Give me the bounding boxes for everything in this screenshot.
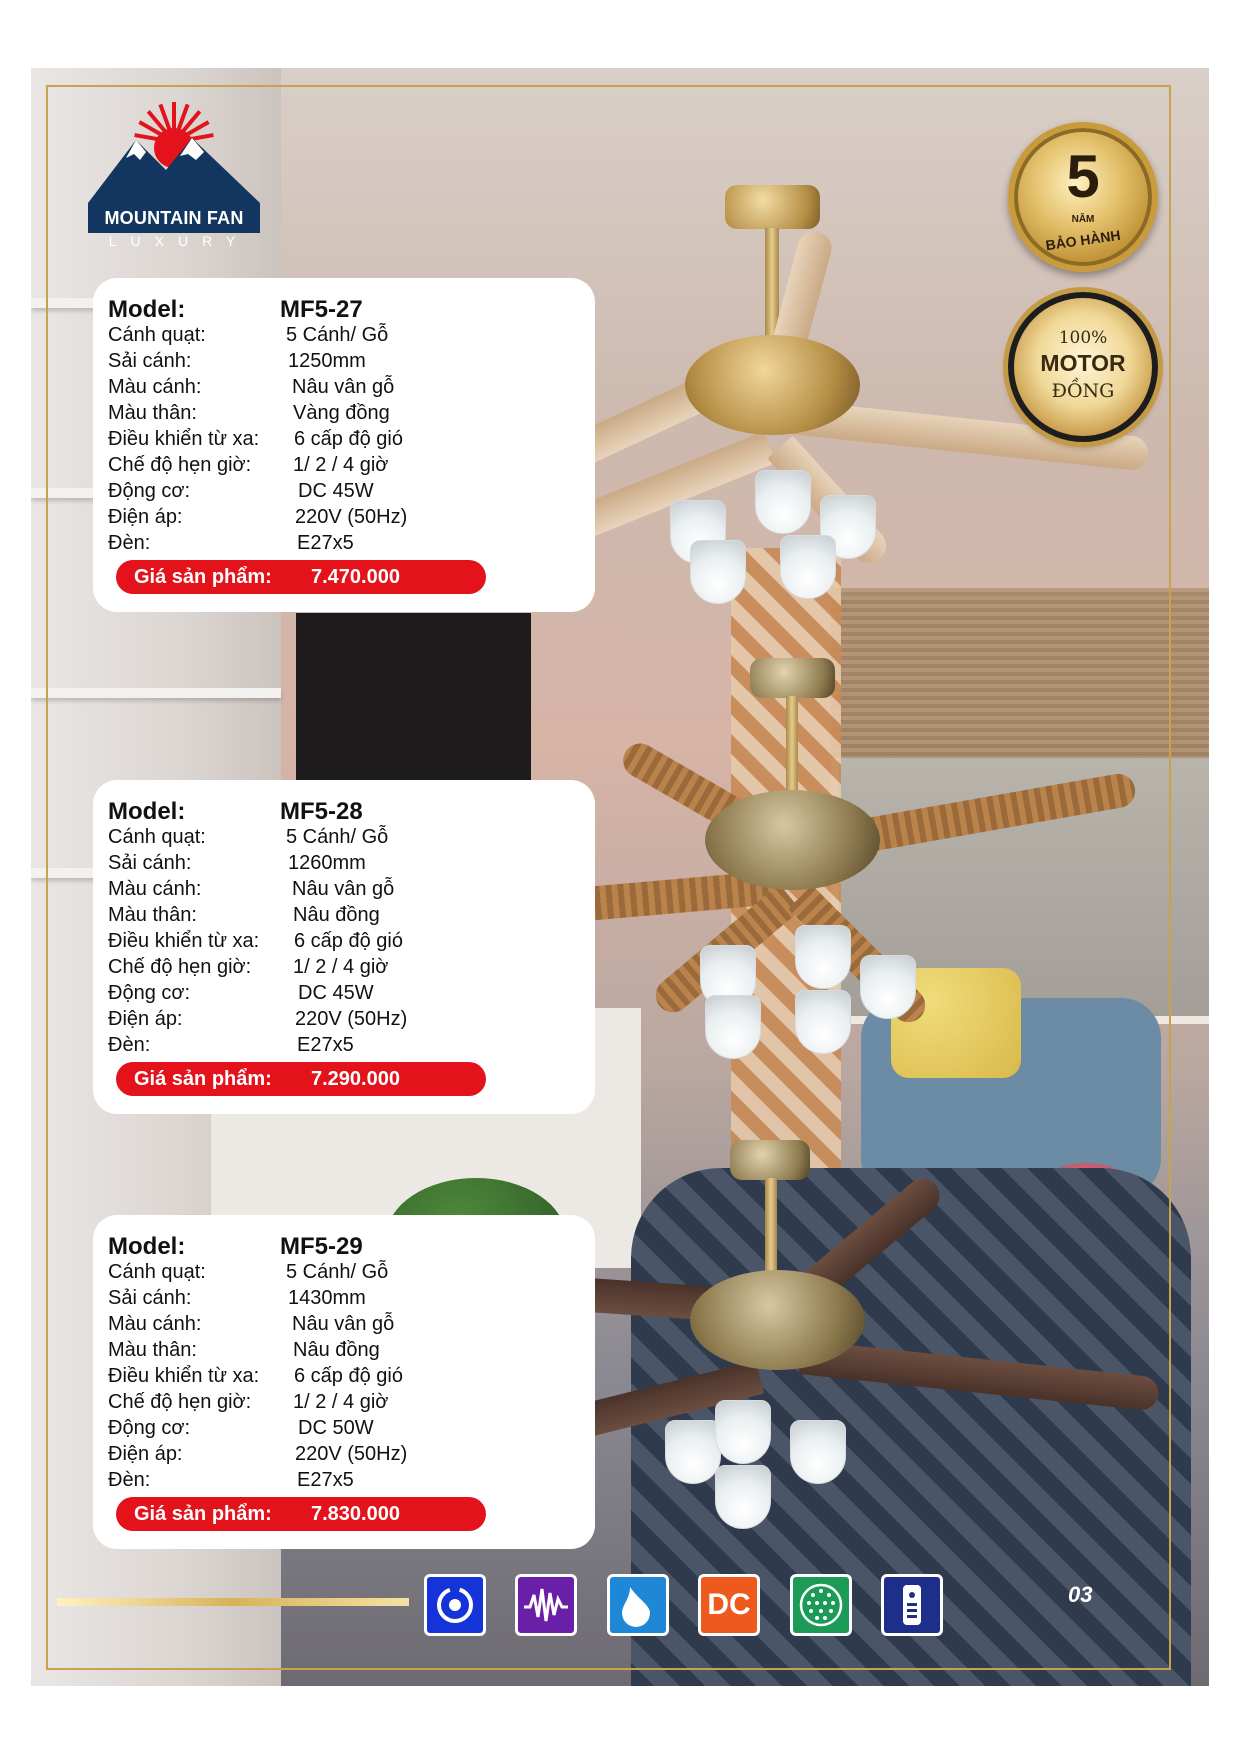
spec-value: Nâu đồng [293, 1339, 380, 1361]
water-drop-icon-graphic [610, 1577, 666, 1633]
model-value: MF5-28 [280, 798, 363, 825]
price-value: 7.830.000 [311, 1503, 400, 1525]
led-light-icon [790, 1574, 852, 1636]
remote-control-icon [881, 1574, 943, 1636]
spec-label: Màu thân: [108, 904, 197, 926]
wave-icon-graphic [518, 1577, 574, 1633]
product-card-mf5-27 [93, 278, 595, 612]
fan-canopy [725, 185, 820, 229]
fan-canopy [750, 658, 835, 698]
spec-label: Sải cánh: [108, 852, 192, 874]
brand-name: MOUNTAIN FAN [88, 203, 260, 233]
motor-subtitle: ĐỒNG [1051, 380, 1115, 402]
shelf [31, 688, 281, 698]
page-number: 03 [1068, 1582, 1093, 1607]
lamp-shade [795, 990, 851, 1054]
lamp-shade [795, 925, 851, 989]
product-card-mf5-29 [93, 1215, 595, 1549]
spec-label: Điều khiển từ xa: [108, 428, 260, 450]
lamp-shade [665, 1420, 721, 1484]
spec-value: DC 45W [298, 982, 374, 1004]
spec-value: E27x5 [297, 532, 354, 554]
spec-label: Màu cánh: [108, 376, 202, 398]
spec-value: 6 cấp độ gió [294, 930, 403, 952]
water-drop-icon [607, 1574, 669, 1636]
warranty-label: BẢO HÀNH [1044, 226, 1122, 254]
lamp-shade [755, 470, 811, 534]
spec-value: E27x5 [297, 1469, 354, 1491]
price-label: Giá sản phẩm: [134, 1068, 272, 1090]
spec-label: Điều khiển từ xa: [108, 1365, 260, 1387]
spec-label: Màu thân: [108, 1339, 197, 1361]
warranty-unit: NĂM [1071, 214, 1095, 225]
spec-value: 5 Cánh/ Gỗ [286, 324, 389, 346]
spec-value: E27x5 [297, 1034, 354, 1056]
spec-label: Cánh quạt: [108, 324, 206, 346]
product-card-mf5-28 [93, 780, 595, 1114]
remote-control-icon-graphic [884, 1577, 940, 1633]
dc-text: DC [707, 1588, 751, 1621]
price-label: Giá sản phẩm: [134, 1503, 272, 1525]
price-label: Giá sản phẩm: [134, 566, 272, 588]
spec-label: Động cơ: [108, 1417, 191, 1439]
lamp-shade [705, 995, 761, 1059]
motor-title: MOTOR [1040, 350, 1126, 376]
rotation-icon-graphic [427, 1577, 483, 1633]
fan-motor-housing [690, 1270, 865, 1370]
spec-value: Nâu vân gỗ [292, 1313, 395, 1335]
spec-value: 1260mm [288, 852, 366, 874]
spec-value: Nâu vân gỗ [292, 878, 395, 900]
spec-label: Điện áp: [108, 1443, 183, 1465]
spec-value: 1/ 2 / 4 giờ [293, 956, 389, 978]
model-value: MF5-29 [280, 1233, 363, 1260]
fan-rod [765, 1178, 777, 1273]
spec-label: Chế độ hẹn giờ: [108, 454, 252, 476]
spec-label: Động cơ: [108, 982, 191, 1004]
motor-percent: 100% [1058, 328, 1108, 348]
mountain-sun-icon [88, 100, 260, 205]
model-value: MF5-27 [280, 296, 363, 323]
spec-value: 1/ 2 / 4 giờ [293, 454, 389, 476]
price-tag [116, 560, 486, 594]
lamp-shade [790, 1420, 846, 1484]
spec-value: 220V (50Hz) [295, 506, 408, 528]
gold-divider [57, 1598, 409, 1606]
spec-label: Động cơ: [108, 480, 191, 502]
spec-value: Vàng đồng [293, 402, 390, 424]
lamp-shade [780, 535, 836, 599]
spec-value: 6 cấp độ gió [294, 428, 403, 450]
lamp-shade [715, 1400, 771, 1464]
warranty-badge [1008, 122, 1158, 272]
spec-value: 1430mm [288, 1287, 366, 1309]
led-light-icon-graphic [793, 1577, 849, 1633]
window-blind [831, 588, 1209, 758]
spec-label: Đèn: [108, 1034, 151, 1056]
brand-logo [88, 100, 260, 250]
model-label: Model: [108, 1233, 186, 1260]
spec-label: Điều khiển từ xa: [108, 930, 260, 952]
spec-label: Màu thân: [108, 402, 197, 424]
dc-motor-icon [698, 1574, 760, 1636]
spec-label: Màu cánh: [108, 878, 202, 900]
spec-label: Cánh quạt: [108, 1261, 206, 1283]
spec-label: Sải cánh: [108, 1287, 192, 1309]
lamp-shade [860, 955, 916, 1019]
lamp-shade [715, 1465, 771, 1529]
spec-value: 6 cấp độ gió [294, 1365, 403, 1387]
spec-value: Nâu vân gỗ [292, 376, 395, 398]
spec-value: 5 Cánh/ Gỗ [286, 1261, 389, 1283]
fan-motor-housing [685, 335, 860, 435]
spec-label: Sải cánh: [108, 350, 192, 372]
fan-motor-housing [705, 790, 880, 890]
lamp-shade [690, 540, 746, 604]
price-tag [116, 1497, 486, 1531]
spec-label: Cánh quạt: [108, 826, 206, 848]
spec-value: 220V (50Hz) [295, 1008, 408, 1030]
spec-value: 1250mm [288, 350, 366, 372]
rotation-icon [424, 1574, 486, 1636]
spec-label: Điện áp: [108, 1008, 183, 1030]
model-label: Model: [108, 798, 186, 825]
fan-canopy [730, 1140, 810, 1180]
spec-value: 5 Cánh/ Gỗ [286, 826, 389, 848]
spec-value: 220V (50Hz) [295, 1443, 408, 1465]
spec-label: Màu cánh: [108, 1313, 202, 1335]
spec-value: Nâu đồng [293, 904, 380, 926]
wave-icon [515, 1574, 577, 1636]
spec-label: Điện áp: [108, 506, 183, 528]
model-label: Model: [108, 296, 186, 323]
spec-label: Đèn: [108, 1469, 151, 1491]
spec-label: Chế độ hẹn giờ: [108, 956, 252, 978]
spec-value: 1/ 2 / 4 giờ [293, 1391, 389, 1413]
price-value: 7.470.000 [311, 566, 400, 588]
spec-label: Đèn: [108, 532, 151, 554]
copper-motor-badge [1008, 292, 1158, 442]
spec-value: DC 45W [298, 480, 374, 502]
price-value: 7.290.000 [311, 1068, 400, 1090]
warranty-years: 5 [1066, 143, 1100, 210]
spec-value: DC 50W [298, 1417, 374, 1439]
fan-rod [786, 696, 798, 791]
brand-sub: LUXURY [108, 233, 250, 249]
price-tag [116, 1062, 486, 1096]
spec-label: Chế độ hẹn giờ: [108, 1391, 252, 1413]
